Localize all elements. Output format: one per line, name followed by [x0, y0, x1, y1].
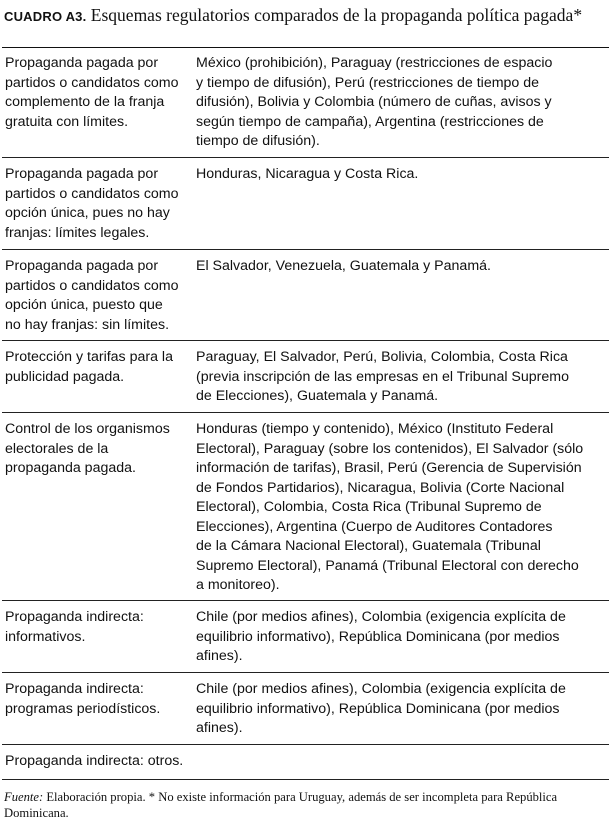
- row-divider: [2, 412, 609, 413]
- row-7-countries: Chile (por medios afines), Colombia (exigencia explícita de equilibrio informativo), República Dominicana (por medios afines).: [196, 681, 566, 736]
- row-3-countries: El Salvador, Venezuela, Guatemala y Panamá.: [196, 258, 491, 274]
- row-divider: [2, 600, 609, 601]
- row-divider: [2, 744, 609, 745]
- source-text: Elaboración propia. * No existe información para Uruguay, además de ser incompleta para República Dominicana.: [4, 790, 558, 820]
- table-caption: [4, 5, 609, 27]
- row-divider: [2, 340, 609, 341]
- table-bottom-rule: [2, 779, 609, 780]
- table-top-rule: [2, 47, 609, 48]
- row-6-scheme: Propaganda indirecta: informativos.: [5, 609, 144, 645]
- row-6-countries: Chile (por medios afines), Colombia (exigencia explícita de equilibrio informativo), República Dominicana (por medios afines).: [196, 609, 566, 664]
- row-2-countries: Honduras, Nicaragua y Costa Rica.: [196, 166, 419, 182]
- row-5-scheme: Control de los organismos electorales de la propaganda pagada.: [5, 421, 170, 476]
- row-1-scheme: Propaganda pagada por partidos o candidatos como complemento de la franja gratuita con límites.: [5, 55, 179, 130]
- table-label: CUADRO A3.: [4, 9, 87, 24]
- row-divider: [2, 157, 609, 158]
- source-label: Fuente:: [4, 790, 44, 804]
- row-4-scheme: Protección y tarifas para la publicidad pagada.: [5, 349, 173, 385]
- row-1-countries: México (prohibición), Paraguay (restricciones de espacio y tiempo de difusión), Perú (restricciones de tiempo de difusión), Bolivia y Colombia (número de cuñas, avisos y según tiempo de campaña), Argentina (restricciones de tiempo de difusión).: [196, 55, 553, 149]
- table-title: Esquemas regulatorios comparados de la propaganda política pagada*: [90, 5, 583, 25]
- row-7-scheme: Propaganda indirecta: programas periodísticos.: [5, 681, 161, 717]
- row-5-countries: Honduras (tiempo y contenido), México (Instituto Federal Electoral), Paraguay (sobre los contenidos), El Salvador (sólo información de tarifas), Brasil, Perú (Gerencia de Supervisión de Fondos Partidarios), Nicaragua, Bolivia (Corte Nacional Electoral), Colombia, Costa Rica (Tribunal Supremo de Elecciones), Argentina (Cuerpo de Auditores Contadores de la Cámara Nacional Electoral), Guatemala (Tribunal Supremo Electoral), Panamá (Tribunal Electoral con derecho a monitoreo).: [196, 421, 584, 593]
- row-3-scheme: Propaganda pagada por partidos o candidatos como opción única, puesto que no hay franjas: sin límites.: [5, 258, 179, 333]
- source-note: [4, 789, 610, 821]
- row-8-scheme: Propaganda indirecta: otros.: [5, 753, 184, 769]
- row-4-countries: Paraguay, El Salvador, Perú, Bolivia, Colombia, Costa Rica (previa inscripción de las empresas en el Tribunal Supremo de Elecciones), Guatemala y Panamá.: [196, 349, 569, 404]
- row-2-scheme: Propaganda pagada por partidos o candidatos como opción única, pues no hay franjas: límites legales.: [5, 166, 179, 241]
- row-divider: [2, 249, 609, 250]
- row-divider: [2, 672, 609, 673]
